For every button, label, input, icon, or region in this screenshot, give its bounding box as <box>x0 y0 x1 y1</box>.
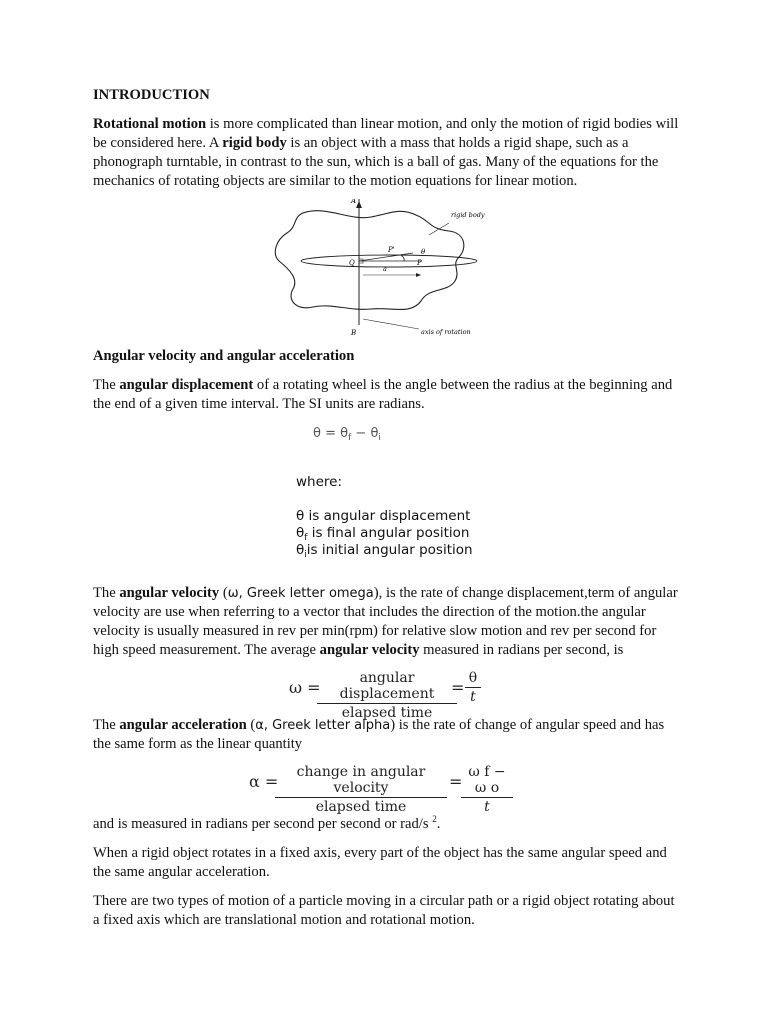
term-angular-velocity-2: angular velocity <box>319 642 420 658</box>
document-page <box>93 86 683 940</box>
label-a: A <box>351 199 357 205</box>
label-a-small: a <box>383 265 387 273</box>
omega-formula: ω = angular displacement elapsed time = $\frac{\theta}{t}$ <box>93 670 683 706</box>
rigid-body-outline <box>275 211 464 310</box>
angular-velocity-paragraph: The angular velocity (ω, Greek letter omega), is the rate of change displacement,term of angular velocity are use when referring to a vector that includes the direction of the motion.the angular velocity is usually measured in rev per min(rpm) for relative slow motion and rev per second for high speed measurement. The average angular velocity measured in radians per second, is <box>93 585 678 658</box>
label-p: P <box>417 259 422 267</box>
rigid-body-figure <box>93 199 683 339</box>
term-rigid-body: rigid body <box>222 135 287 151</box>
heading-introduction: INTRODUCTION <box>93 87 210 103</box>
two-types-paragraph: There are two types of motion of a particle moving in a circular path or a rigid object rotating about a fixed axis which are translational motion and rotational motion. <box>93 892 675 928</box>
alpha-formula: α = change in angular velocity elapsed time = $\frac{\text{ω f − ω o}}{t}$ <box>93 764 683 800</box>
units-paragraph: and is measured in radians per second per second or rad/s $^2$. <box>93 814 441 832</box>
term-angular-acceleration: angular acceleration <box>119 717 247 733</box>
label-q: Q <box>349 259 355 267</box>
term-angular-velocity: angular velocity <box>119 585 220 601</box>
angular-acceleration-paragraph: The angular acceleration (α, Greek letter alpha) is the rate of change of angular speed and has the same form as the linear quantity <box>93 717 665 752</box>
label-theta: θ <box>421 248 426 256</box>
displacement-equation: $\theta = \theta_f - \theta_i$ <box>313 426 381 443</box>
heading-angular-velocity: Angular velocity and angular acceleration <box>93 348 355 364</box>
definition-line-1: θ is angular displacement <box>296 508 471 524</box>
intro-paragraph: Rotational motion is more complicated than linear motion, and only the motion of rigid bodies will be considered here. A rigid body is an object with a mass that holds a rigid shape, such as a phonograph turntable, in contrast to the sun, which is a ball of gas. Many of the equations for the mechanics of rotating objects are similar to the motion equations for linear motion. <box>93 116 679 189</box>
label-rigid-body: rigid body <box>451 211 485 219</box>
label-axis-of-rotation: axis of rotation <box>421 328 471 336</box>
definition-line-3: $\theta_iis$ initial angular position <box>296 542 473 560</box>
definition-line-2: $\theta_f$ is final angular position <box>296 525 470 543</box>
displacement-equation-block <box>93 424 683 574</box>
label-b: B <box>351 329 357 337</box>
term-rotational-motion: Rotational motion <box>93 116 207 132</box>
where-label: where: <box>296 474 343 490</box>
rigid-body-diagram <box>271 199 501 339</box>
angular-displacement-paragraph: The angular displacement of a rotating wheel is the angle between the radius at the beginning and the end of a given time interval. The SI units are radians. <box>93 377 673 412</box>
fixed-axis-paragraph: When a rigid object rotates in a fixed axis, every part of the object has the same angular speed and the same angular acceleration. <box>93 844 667 880</box>
term-angular-displacement: angular displacement <box>119 377 254 393</box>
label-p-prime: P' <box>388 246 395 254</box>
